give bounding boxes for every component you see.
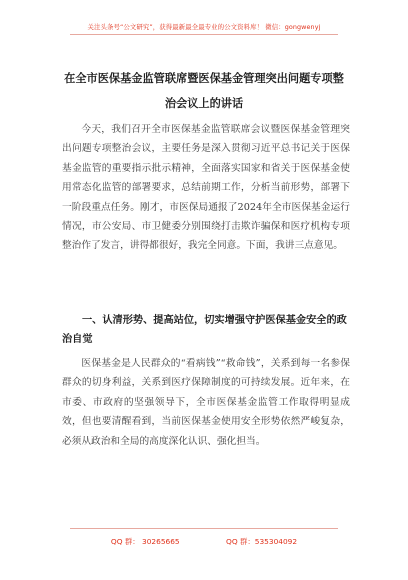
footer [0,536,408,547]
footer-qq-group-2: QQ 群：535304092 [226,537,298,546]
section-heading-1: 一、认清形势、提高站位，切实增强守护医保基金安全的政治自觉 [62,315,347,346]
header-divider [70,34,338,35]
footer-qq-group-1: QQ 群： 30265665 [110,537,180,546]
header-banner: 关注头条号“公文研究”，获得最新最全最专业的公文资料库！ 微信：gongwenyj [87,23,321,31]
footer-divider [70,528,338,529]
body-paragraph-2: 医保基金是人民群众的“看病钱”“救命钱”，关系到每一名参保群众的切身利益，关系到医疗保障制度的可持续发展。近年来，在市委、市政府的坚强领导下，全市医保基金监管工作取得明显成效，但也要清醒看到，当前医保基金使用安全形势依然严峻复杂，必须从政治和全局的高度深化认识、强化担当。 [62,358,350,447]
body-paragraph-1: 今天，我们召开全市医保基金监管联席会议暨医保基金管理突出问题专项整治会议，主要任务是深入贯彻习近平总书记关于医保基金监管的重要指示批示精神，全面落实国家和省关于医保基金使用常态化监管的部署要求，总结前期工作，分析当前形势，部署下一阶段重点任务。刚才，市医保局通报了2024年全市医保基金运行情况，市公安局、市卫健委分别围绕打击欺诈骗保和医疗机构专项整治作了发言，讲得都很好，我完全同意。下面，我讲三点意见。 [62,124,350,252]
document-title: 在全市医保基金监管联席暨医保基金管理突出问题专项整治会议上的讲话 [64,72,344,110]
